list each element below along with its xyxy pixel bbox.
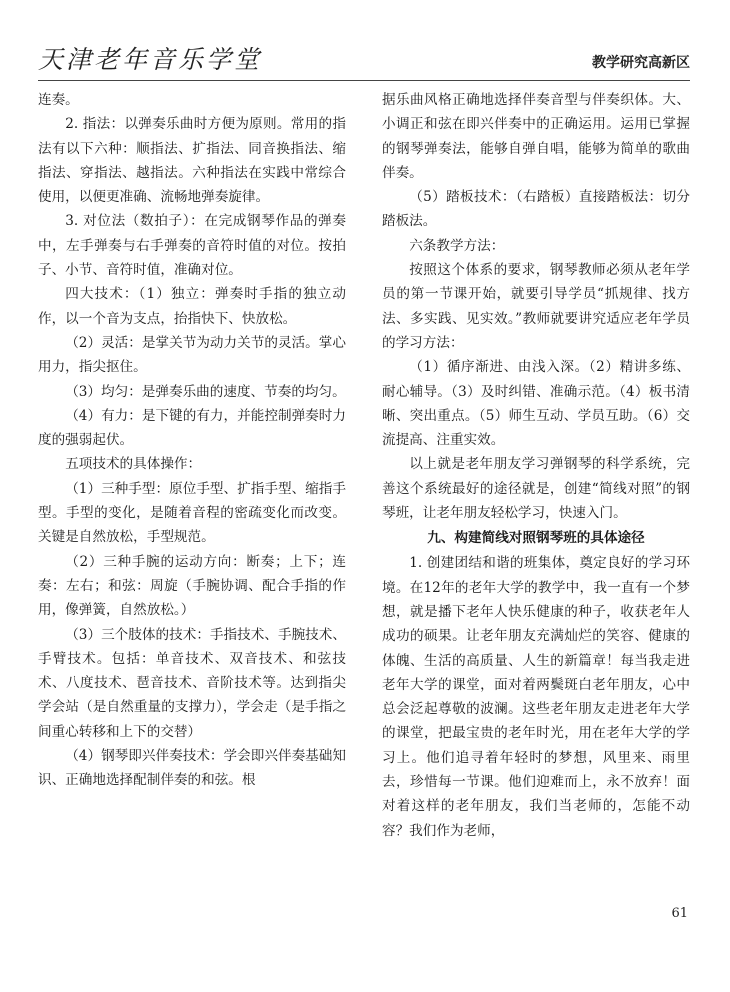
paragraph: 1. 创建团结和谐的班集体，奠定良好的学习环境。在12年的老年大学的教学中，我一直有一个梦想，就是播下老年人快乐健康的种子，收获老年人成功的硕果。让老年朋友充满灿烂的笑容、健康的体魄、生活的高质量、人生的新篇章！每当我走进老年大学的课堂，面对着两鬓斑白老年朋友，心中总会泛起尊敬的波澜。这些老年朋友走进老年大学的课堂，把最宝贵的老年时光，用在老年大学的学习上。他们追寻着年轻时的梦想，风里来、雨里去，珍惜每一节课。他们迎难而上，永不放弃！面对着这样的老年朋友，我们当老师的，怎能不动容？我们作为老师， xyxy=(382,555,690,839)
left-column xyxy=(38,88,346,793)
paragraph: （2）三种手腕的运动方向：断奏；上下；连奏：左右；和弦：周旋（手腕协调、配合手指的作用，像弹簧，自然放松。） xyxy=(38,553,346,619)
section-heading: 九、构建简线对照钢琴班的具体途径 xyxy=(427,530,645,547)
paragraph: 2. 指法：以弹奏乐曲时方便为原则。常用的指法有以下六种：顺指法、扩指法、同音换指法、缩指法、穿指法、越指法。六种指法在实践中常综合使用，以便更准确、流畅地弹奏旋律。 xyxy=(38,116,346,206)
paragraph: 以上就是老年朋友学习弹钢琴的科学系统，完善这个系统最好的途径就是，创建“简线对照”的钢琴班，让老年朋友轻松学习，快速入门。 xyxy=(382,456,690,522)
page-header xyxy=(38,40,690,84)
paragraph: （4）有力：是下键的有力，并能控制弹奏时力度的强弱起伏。 xyxy=(38,407,346,449)
paragraph: （2）灵活：是掌关节为动力关节的灵活。掌心用力，指尖抠住。 xyxy=(38,334,346,376)
paragraph: 六条教学方法： xyxy=(409,237,505,254)
paragraph: 连奏。 xyxy=(38,92,79,108)
paragraph: 3. 对位法（数拍子）：在完成钢琴作品的弹奏中，左手弹奏与右手弹奏的音符时值的对位。按拍子、小节、音符时值，准确对位。 xyxy=(38,213,346,279)
paragraph: 四大技术：（1）独立：弹奏时手指的独立动作，以一个音为支点，抬指快下、快放松。 xyxy=(38,286,346,327)
paragraph: （5）踏板技术：（右踏板）直接踏板法：切分踏板法。 xyxy=(382,189,690,230)
paragraph: 五项技术的具体操作： xyxy=(65,456,202,473)
paragraph: 按照这个体系的要求，钢琴教师必须从老年学员的第一节课开始，就要引导学员“抓规律、找方法、多实践、见实效。”教师就要讲究适应老年学员的学习方法： xyxy=(382,262,690,351)
paragraph: （1）循序渐进、由浅入深。（2）精讲多练、耐心辅导。（3）及时纠错、准确示范。（4）板书清晰、突出重点。（5）师生互动、学员互助。（6）交流提高、注重实效。 xyxy=(382,359,690,449)
right-column xyxy=(382,88,690,843)
header-rule xyxy=(38,80,690,81)
paragraph: （1）三种手型：原位手型、扩指手型、缩指手型。手型的变化，是随着音程的密疏变化而改变。关键是自然放松，手型规范。 xyxy=(38,480,346,546)
section-label: 教学研究高新区 xyxy=(592,55,690,71)
paragraph: （3）均匀：是弹奏乐曲的速度、节奏的均匀。 xyxy=(65,383,346,400)
paragraph: （4）钢琴即兴伴奏技术：学会即兴伴奏基础知识、正确地选择配制伴奏的和弦。根 xyxy=(38,748,346,789)
page-number: 61 xyxy=(671,906,688,921)
paragraph: 据乐曲风格正确地选择伴奏音型与伴奏织体。大、小调正和弦在即兴伴奏中的正确运用。运用已掌握的钢琴弹奏法，能够自弹自唱，能够为简单的歌曲伴奏。 xyxy=(382,92,690,181)
paragraph: （3）三个肢体的技术：手指技术、手腕技术、手臂技术。包括：单音技术、双音技术、和弦技术、八度技术、琶音技术、音阶技术等。达到指尖学会站（是自然重量的支撑力），学会走（是手指之间重心转移和上下的交替） xyxy=(38,626,346,740)
journal-logo: 天津老年音乐学堂 xyxy=(38,45,263,74)
